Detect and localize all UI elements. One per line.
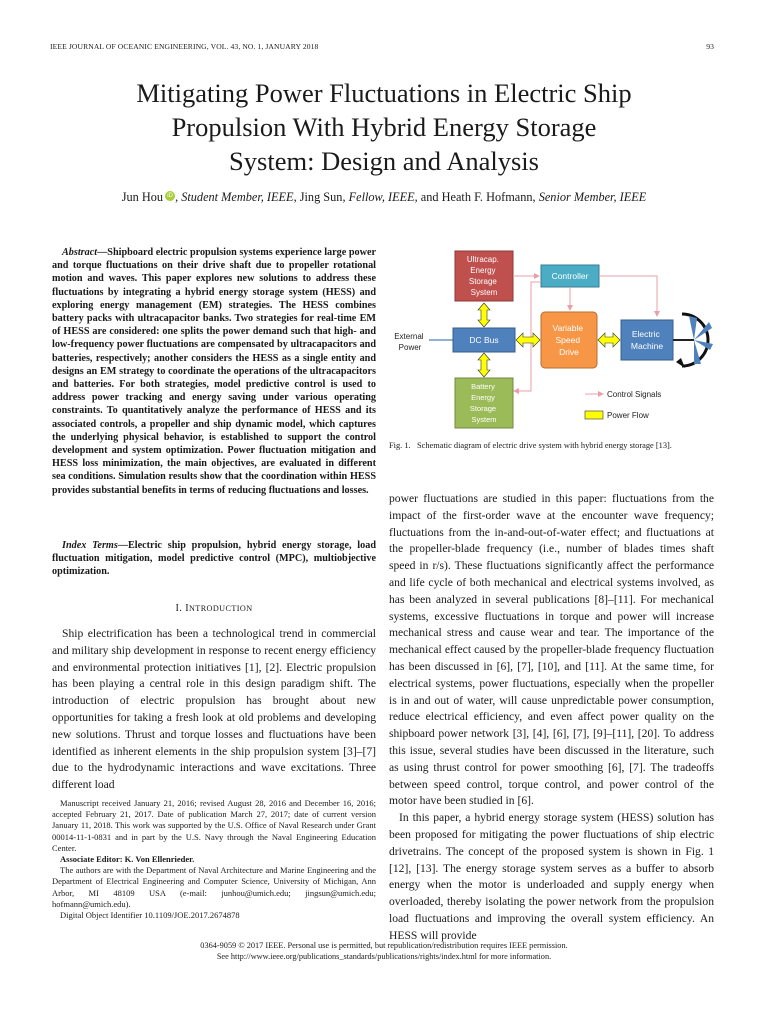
- footnote-editor: Associate Editor: K. Von Ellenrieder.: [60, 854, 195, 865]
- power-flow-arrow: [478, 353, 490, 377]
- section-numeral: I.: [175, 603, 183, 614]
- title-line-3: System: Design and Analysis: [229, 146, 539, 176]
- figure-caption: [389, 441, 714, 452]
- author-name: Heath F. Hofmann: [441, 190, 533, 204]
- svg-text:External Power: [394, 332, 426, 352]
- ultracap-label: System: [470, 288, 498, 297]
- intro-paragraph-left: Ship electrification has been a technological trend in commercial and military ship development in response to recent energy efficiency and environmental protection initiatives [1], [2]. Electric propulsion has been playing a central role in this design paradigm shift. The introduction of electric propulsion has brought about new opportunities for taking a fresh look at old problems and developing new solutions. Thrust and torque losses and fluctuations have been identified as inherent elements in the ship propulsion system [3]–[7] due to the hydrodynamic interactions and wave excitations. Three different load: [52, 627, 376, 792]
- power-flow-arrow: [598, 333, 620, 347]
- title-line-2: Propulsion With Hybrid Energy Storage: [171, 112, 597, 142]
- battery-label: System: [471, 415, 497, 424]
- power-flow-arrow: [516, 333, 540, 347]
- footnote-affiliation: The authors are with the Department of Naval Architecture and Marine Engineering and the Department of Electrical Engineering and Computer Science, University of Michigan, Ann Arbor, MI 48109 USA (e-mail: junhou@umich.edu; jingsun@umich.edu; hofmann@umich.edu).: [52, 865, 376, 909]
- conjunction: and: [420, 190, 439, 204]
- footnote: [52, 798, 376, 921]
- abstract-label: Abstract: [62, 247, 98, 258]
- orcid-icon[interactable]: iD: [165, 191, 175, 201]
- ultracap-label: Storage: [468, 277, 497, 286]
- electric-machine-label: Machine: [630, 341, 664, 351]
- electric-machine-box: [621, 320, 673, 360]
- running-header: [50, 42, 714, 56]
- paper-title: [60, 76, 708, 178]
- battery-label: Battery: [471, 382, 495, 391]
- page-number: 93: [706, 42, 714, 51]
- vsd-label: Variable: [552, 323, 584, 333]
- figure-schematic: [389, 248, 714, 438]
- index-terms: [52, 539, 376, 579]
- intro-paragraph-right-2: In this paper, a hybrid energy storage system (HESS) solution has been proposed for mitigating the power fluctuations of ship electric drivetrains. The concept of the proposed system is shown in Fig. 1 [12], [13]. The energy storage system serves as a buffer to absorb energy when the motor is underloaded and supply energy when overloaded, thereby isolating the power network from the propulsion load fluctuations and improving the overall system efficiency. An HESS will provide: [389, 811, 714, 942]
- control-signal-line: [599, 276, 657, 316]
- author-name: Jun Hou: [121, 190, 164, 204]
- section-title-rest: NTRODUCTION: [188, 604, 253, 613]
- footnote-doi: Digital Object Identifier 10.1109/JOE.2017.2674878: [60, 910, 240, 921]
- footnote-received: Manuscript received January 21, 2016; revised August 28, 2016 and December 16, 2016; accepted February 21, 2017. Date of publication March 27, 2017; date of current version January 11, 2018. This work was supported by the U.S. Office of Naval Research under Grant 00014-11-1-0831 and in part by the U.S. Navy through the Naval Engineering Education Center.: [52, 798, 376, 853]
- power-flow-arrow: [478, 303, 490, 327]
- ultracap-label: Ultracap.: [466, 255, 499, 264]
- author-list: Jun Hou iD , Student Member, IEEE, Jing Sun, Fellow, IEEE, and Heath F. Hofmann, Senior Member, IEEE: [121, 190, 647, 204]
- battery-label: Energy: [471, 393, 495, 402]
- intro-paragraph-right-1: power fluctuations are studied in this paper: fluctuations from the impact of the first-order wave at the encounter wave frequency; fluctuations from the in-and-out-of-water effect; and fluctuations at the propeller-blade frequency (i.e., number of blades times shaft speed in r/s). These fluctuations significantly affect the performance and life cycle of both mechanical and electrical systems involved, as has been analyzed in several publications [8]–[11]. For mechanical systems, excessive fluctuations in torque and power will increase mechanical stress and cause wear and tear. The importance of the mechanical effect caused by the propeller-blade frequency fluctuation has been discussed in [6], [7], [10], and [11]. At the same time, for electrical systems, power fluctuations, especially when the propeller is in and out of water, will cause unpredictable power consumption, reduce electrical efficiency, and even affect power quality on the shipboard power network [3], [4], [6], [7], [9]–[11], [20]. To address this issue, several studies have been discussed in the literature, such as using thrust control for power smoothing [6], [7]. The tradeoffs between speed control, torque control, and power control of the motor have been studied in [6].: [389, 492, 714, 808]
- dc-bus-label: DC Bus: [469, 335, 499, 345]
- author-role: Student Member, IEEE: [181, 190, 294, 204]
- external-power-label: Power: [398, 343, 422, 352]
- controller-label: Controller: [551, 271, 589, 281]
- author-role: Fellow, IEEE: [348, 190, 415, 204]
- figure-caption-text: Schematic diagram of electric drive system with hybrid energy storage [13].: [416, 441, 672, 450]
- author-name: Jing Sun: [299, 190, 343, 204]
- legend-control-label: Control Signals: [607, 390, 662, 399]
- copyright-line-2: See http://www.ieee.org/publications_standards/publications/rights/index.html for more information.: [216, 952, 552, 961]
- legend-power-swatch: [585, 411, 603, 419]
- section-heading: [52, 603, 376, 614]
- legend-power-label: Power Flow: [607, 411, 649, 420]
- journal-info: IEEE JOURNAL OF OCEANIC ENGINEERING, VOL. 43, NO. 1, JANUARY 2018: [50, 42, 319, 51]
- title-line-1: Mitigating Power Fluctuations in Electric Ship: [136, 78, 632, 108]
- rotation-arrowhead-icon: [676, 358, 685, 368]
- copyright-notice: [50, 940, 718, 962]
- abstract-text: Shipboard electric propulsion systems experience large power and torque fluctuations on their drive shaft due to propeller rotational motion and waves. This paper explores new solutions to address these fluctuations by integrating a hybrid energy storage system (HESS) and exploring energy management (EM) strategies. The HESS combines battery packs with ultracapacitor banks. Two strategies for real-time EM of HESS are considered: one splits the power demand such that high- and low-frequency power fluctuations are compensated by ultracapacitors and batteries, respectively; another considers the HESS as a single entity and designs an EM strategy to coordinate the operations of the ultracapacitors and batteries. For both strategies, model predictive control is used to address power tracking and energy saving under various operating constraints. To quantitatively analyze the performance of HESS and its associated controls, a propeller and ship dynamic model, which captures the underlying physical behavior, is established to support the control development and system optimization. Power fluctuation mitigation and HESS loss minimization, the main objectives, are evaluated in different sea conditions. Simulation results show that the coordination within HESS provides substantial benefits in terms of reducing fluctuations and losses.: [52, 247, 376, 496]
- abstract-dash: —: [97, 247, 108, 258]
- index-terms-label: Index Terms: [62, 540, 118, 551]
- index-terms-text: Electric ship propulsion, hybrid energy storage, load fluctuation mitigation, model predictive control (MPC), multiobjective optimization.: [52, 540, 376, 578]
- index-terms-dash: —: [117, 540, 128, 551]
- author-role: Senior Member, IEEE: [538, 190, 647, 204]
- ultracap-label: Energy: [470, 266, 496, 275]
- vsd-label: Speed: [555, 335, 581, 345]
- abstract: [52, 246, 376, 497]
- control-signal-line: [514, 282, 541, 391]
- copyright-line-1: 0364-9059 © 2017 IEEE. Personal use is permitted, but republication/redistribution requires IEEE permission.: [200, 941, 568, 950]
- electric-machine-label: Electric: [631, 329, 660, 339]
- battery-label: Storage: [469, 404, 497, 413]
- section-title-first: I: [185, 603, 189, 614]
- intro-right-column: [389, 491, 714, 945]
- external-power-label: External: [394, 332, 424, 341]
- figure-caption-label: Fig. 1.: [389, 441, 411, 450]
- vsd-label: Drive: [559, 347, 579, 357]
